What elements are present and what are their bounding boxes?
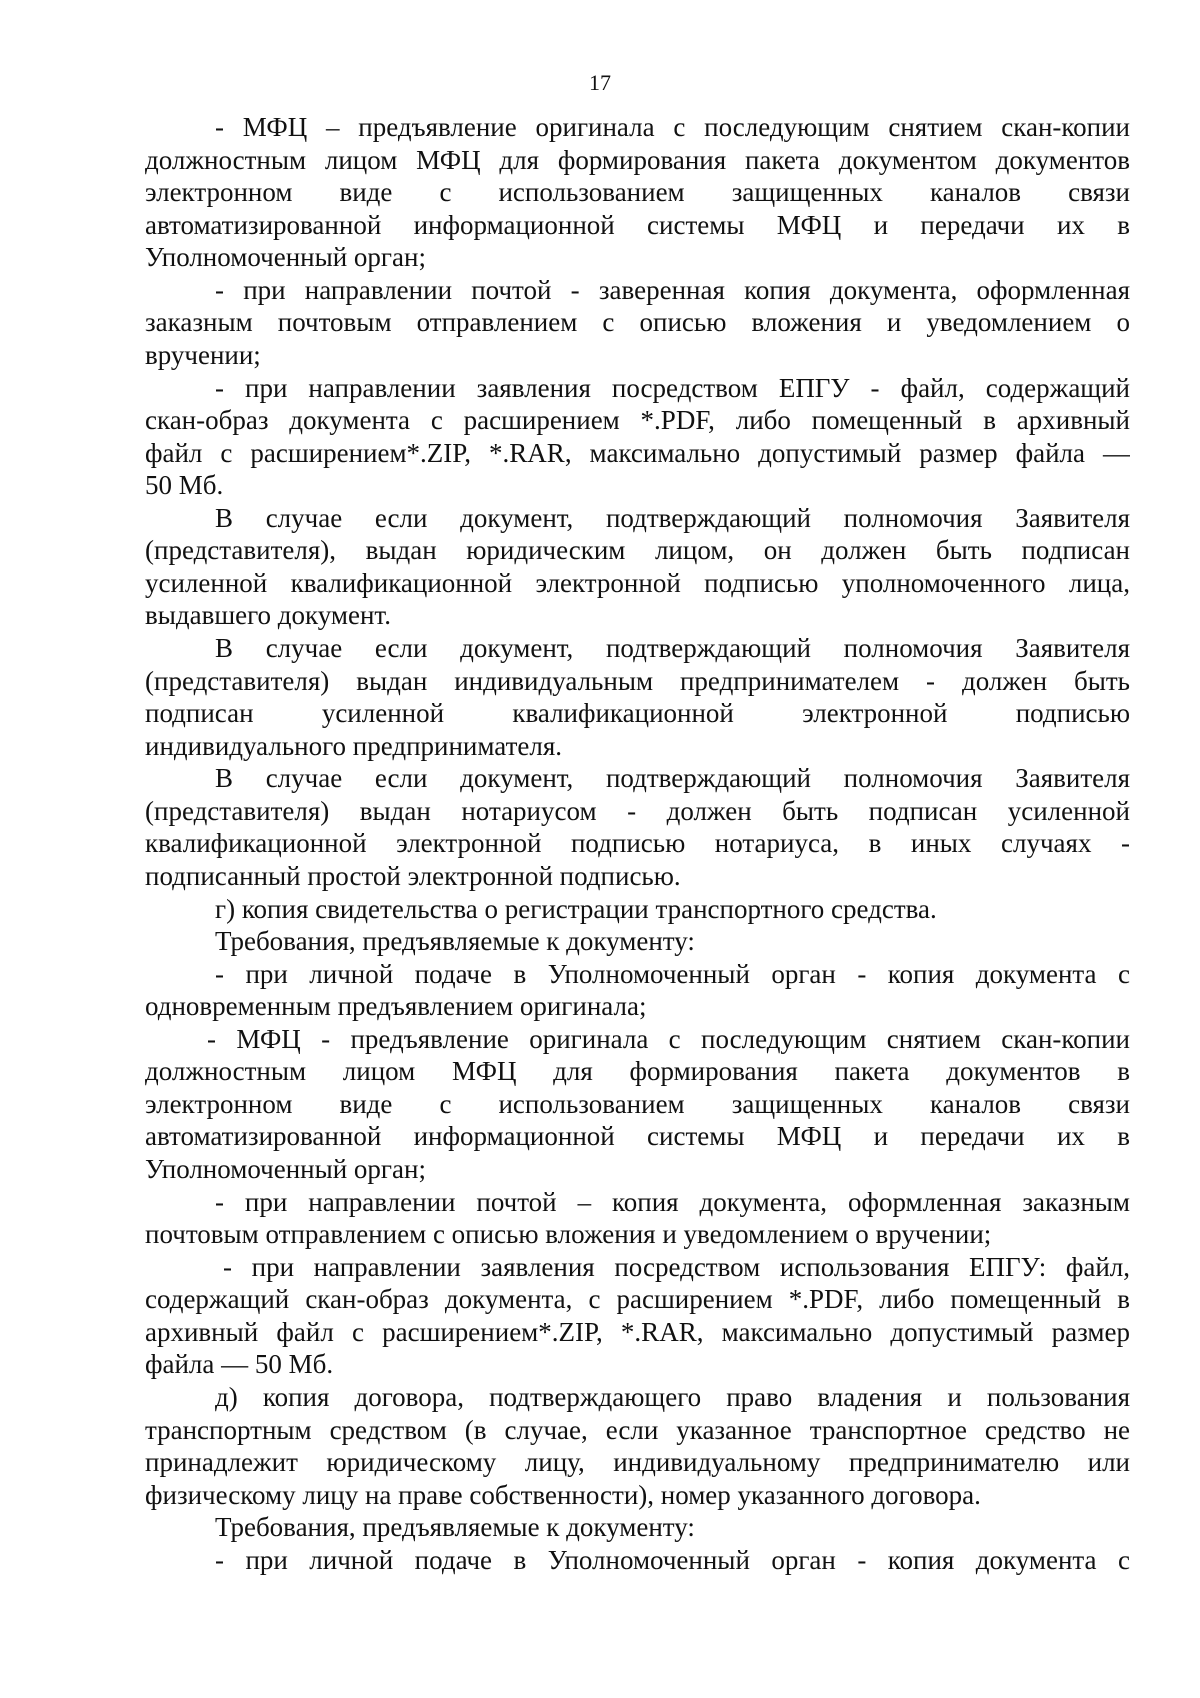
text-line: - при направлении заявления посредством использования ЕПГУ: файл,	[223, 1251, 1130, 1282]
text-line: - при направлении почтой - заверенная копия документа, оформленная	[215, 274, 1130, 305]
text-line: электронном виде с использованием защищенных каналов связи	[145, 1088, 1130, 1119]
text-line: индивидуального предпринимателя.	[145, 730, 562, 761]
text-line: файла — 50 Мб.	[145, 1349, 334, 1380]
text-line: одновременным предъявлением оригинала;	[145, 991, 647, 1022]
text-line: - при личной подаче в Уполномоченный орган - копия документа с	[215, 1544, 1130, 1575]
text-line: - при личной подаче в Уполномоченный орган - копия документа с	[215, 958, 1130, 989]
text-line: (представителя), выдан юридическим лицом, он должен быть подписан	[145, 535, 1130, 566]
text-line: должностным лицом МФЦ для формирования пакета документов в	[145, 1056, 1130, 1087]
text-line: В случае если документ, подтверждающий полномочия Заявителя	[215, 763, 1130, 794]
text-line: 50 Мб.	[145, 470, 224, 501]
text-line: транспортным средством (в случае, если указанное транспортное средство не	[145, 1414, 1130, 1445]
text-line: В случае если документ, подтверждающий полномочия Заявителя	[215, 502, 1130, 533]
text-line: архивный файл с расширением*.ZIP, *.RAR, максимально допустимый размер	[145, 1316, 1130, 1347]
text-line: Требования, предъявляемые к документу:	[215, 926, 695, 957]
text-line: автоматизированной информационной системы МФЦ и передачи их в	[145, 209, 1130, 240]
text-line: заказным почтовым отправлением с описью вложения и уведомлением о	[145, 307, 1130, 338]
text-line: - МФЦ - предъявление оригинала с последующим снятием скан-копии	[207, 1023, 1130, 1054]
text-line: почтовым отправлением с описью вложения и уведомлением о вручении;	[145, 1219, 992, 1250]
page-number: 17	[589, 70, 611, 95]
text-line: - при направлении заявления посредством ЕПГУ - файл, содержащий	[215, 372, 1130, 403]
text-line: физическому лицу на праве собственности), номер указанного договора.	[145, 1479, 981, 1510]
text-line: квалификационной электронной подписью нотариуса, в иных случаях -	[145, 828, 1130, 859]
text-line: - МФЦ – предъявление оригинала с последующим снятием скан-копии	[215, 112, 1130, 142]
text-line: (представителя) выдан индивидуальным предпринимателем - должен быть	[145, 665, 1130, 696]
document-body	[145, 111, 1130, 1576]
text-line: файл с расширением*.ZIP, *.RAR, максимально допустимый размер файла —	[145, 437, 1130, 468]
text-line: принадлежит юридическому лицу, индивидуальному предпринимателю или	[145, 1447, 1130, 1478]
text-line: - при направлении почтой – копия документа, оформленная заказным	[215, 1186, 1130, 1217]
text-line: д) копия договора, подтверждающего право владения и пользования	[215, 1381, 1130, 1412]
text-line: Уполномоченный орган;	[145, 242, 426, 273]
text-line: электронном виде с использованием защищенных каналов связи	[145, 177, 1130, 208]
text-line: должностным лицом МФЦ для формирования пакета документом документов	[145, 144, 1130, 175]
text-line: (представителя) выдан нотариусом - должен быть подписан усиленной	[145, 795, 1130, 826]
text-line: подписан усиленной квалификационной электронной подписью	[145, 698, 1130, 729]
text-line: усиленной квалификационной электронной подписью уполномоченного лица,	[145, 567, 1130, 598]
text-line: выдавшего документ.	[145, 600, 391, 631]
text-line: Требования, предъявляемые к документу:	[215, 1512, 695, 1543]
text-line: автоматизированной информационной системы МФЦ и передачи их в	[145, 1121, 1130, 1152]
text-line: содержащий скан-образ документа, с расширением *.PDF, либо помещенный в	[145, 1284, 1130, 1315]
text-line: скан-образ документа с расширением *.PDF, либо помещенный в архивный	[145, 405, 1130, 436]
text-line: г) копия свидетельства о регистрации транспортного средства.	[215, 893, 937, 924]
text-line: В случае если документ, подтверждающий полномочия Заявителя	[215, 633, 1130, 663]
text-line: подписанный простой электронной подписью.	[145, 860, 681, 891]
text-line: вручении;	[145, 339, 261, 370]
text-line: Уполномоченный орган;	[145, 1154, 426, 1184]
